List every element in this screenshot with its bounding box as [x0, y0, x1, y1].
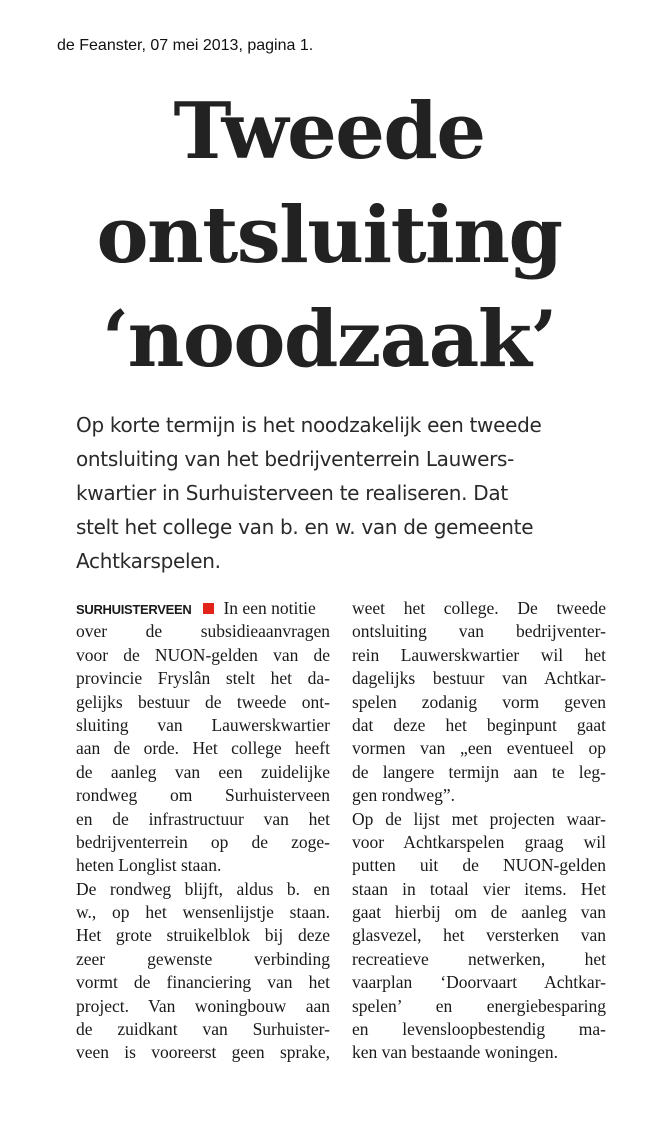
- body-text-line: de langere termijn aan te leg-: [352, 761, 606, 782]
- body-text-line: Op de lijst met projecten waar-: [352, 808, 606, 829]
- article-column-left: [76, 597, 330, 1065]
- headline-line: ‘noodzaak’: [101, 294, 557, 385]
- body-text-line: vormt de financiering van het: [76, 972, 330, 993]
- headline-line: Tweede: [173, 86, 485, 177]
- body-text-line: heten Longlist staan.: [76, 855, 222, 876]
- body-text-line: dat deze het beginpunt gaat: [352, 714, 606, 735]
- body-text-line: gen rondweg”.: [352, 785, 456, 806]
- body-text-line: ken van bestaande woningen.: [352, 1042, 559, 1063]
- body-text-line: provincie Fryslân stelt het da-: [76, 668, 330, 689]
- headline-line: ontsluiting: [96, 190, 562, 281]
- body-text-line: glasvezel, het versterken van: [352, 925, 606, 946]
- body-text-line: over de subsidieaanvragen: [76, 621, 330, 642]
- lead-line: ontsluiting van het bedrijventerrein Lauwers-: [76, 447, 515, 471]
- body-text-line: gelijks bestuur de tweede ont-: [76, 691, 330, 712]
- body-text-line: recreatieve netwerken, het: [352, 948, 606, 969]
- lead-line: kwartier in Surhuisterveen te realiseren. Dat: [76, 481, 508, 505]
- body-text-line: gaat hierbij om de aanleg van: [352, 902, 606, 923]
- body-text-line: voor de NUON-gelden van de: [76, 644, 330, 665]
- body-text-line: vaarplan ‘Doorvaart Achtkar-: [352, 972, 606, 993]
- body-text-line: Het grote struikelblok bij deze: [76, 925, 330, 946]
- body-text-line: rondweg om Surhuisterveen: [76, 785, 330, 806]
- lead-line: stelt het college van b. en w. van de gemeente: [76, 515, 534, 539]
- body-text-line: de aanleg van een zuidelijke: [76, 761, 330, 782]
- body-text-line: vormen van „een eventueel op: [352, 738, 606, 759]
- body-text-line: ontsluiting van bedrijventer-: [352, 621, 606, 642]
- first-line: [76, 597, 330, 620]
- body-text-line: aan de orde. Het college heeft: [76, 738, 330, 759]
- body-text-line: spelen zodanig vorm geven: [352, 691, 606, 712]
- body-text-line: de zuidkant van Surhuister-: [76, 1019, 330, 1040]
- body-text-line: staan in totaal vier items. Het: [352, 878, 606, 899]
- dateline: SURHUISTERVEEN: [76, 602, 192, 617]
- lead-paragraph: [76, 408, 606, 578]
- body-text-line: en de infrastructuur van het: [76, 808, 330, 829]
- body-text-line: zeer gewenste verbinding: [76, 948, 330, 969]
- red-square-marker: [203, 603, 214, 614]
- body-text-line: w., op het wensenlijstje staan.: [76, 902, 330, 923]
- body-text-line: rein Lauwerskwartier wil het: [352, 644, 606, 665]
- body-text-line: weet het college. De tweede: [352, 598, 606, 618]
- body-text-line: veen is vooreerst geen sprake,: [76, 1042, 330, 1063]
- body-text-line: spelen’ en energiebesparing: [352, 995, 606, 1016]
- body-text-line: dagelijks bestuur van Achtkar-: [352, 668, 606, 689]
- body-text-line: De rondweg blijft, aldus b. en: [76, 878, 330, 899]
- article-column-right: [352, 597, 606, 1065]
- body-text-line: voor Achtkarspelen graag wil: [352, 831, 606, 852]
- headline: [0, 80, 658, 392]
- lead-line: Achtkarspelen.: [76, 549, 221, 573]
- body-text-line: putten uit de NUON-gelden: [352, 855, 606, 876]
- body-text-line: en levensloopbestendig ma-: [352, 1019, 606, 1040]
- body-text-line: bedrijventerrein op de zoge-: [76, 831, 330, 852]
- body-text-line: project. Van woningbouw aan: [76, 995, 330, 1016]
- lead-line: Op korte termijn is het noodzakelijk een tweede: [76, 413, 542, 437]
- source-line: de Feanster, 07 mei 2013, pagina 1.: [57, 37, 314, 54]
- body-text-line: In een notitie: [223, 598, 316, 618]
- body-text-line: sluiting van Lauwerskwartier: [76, 714, 330, 735]
